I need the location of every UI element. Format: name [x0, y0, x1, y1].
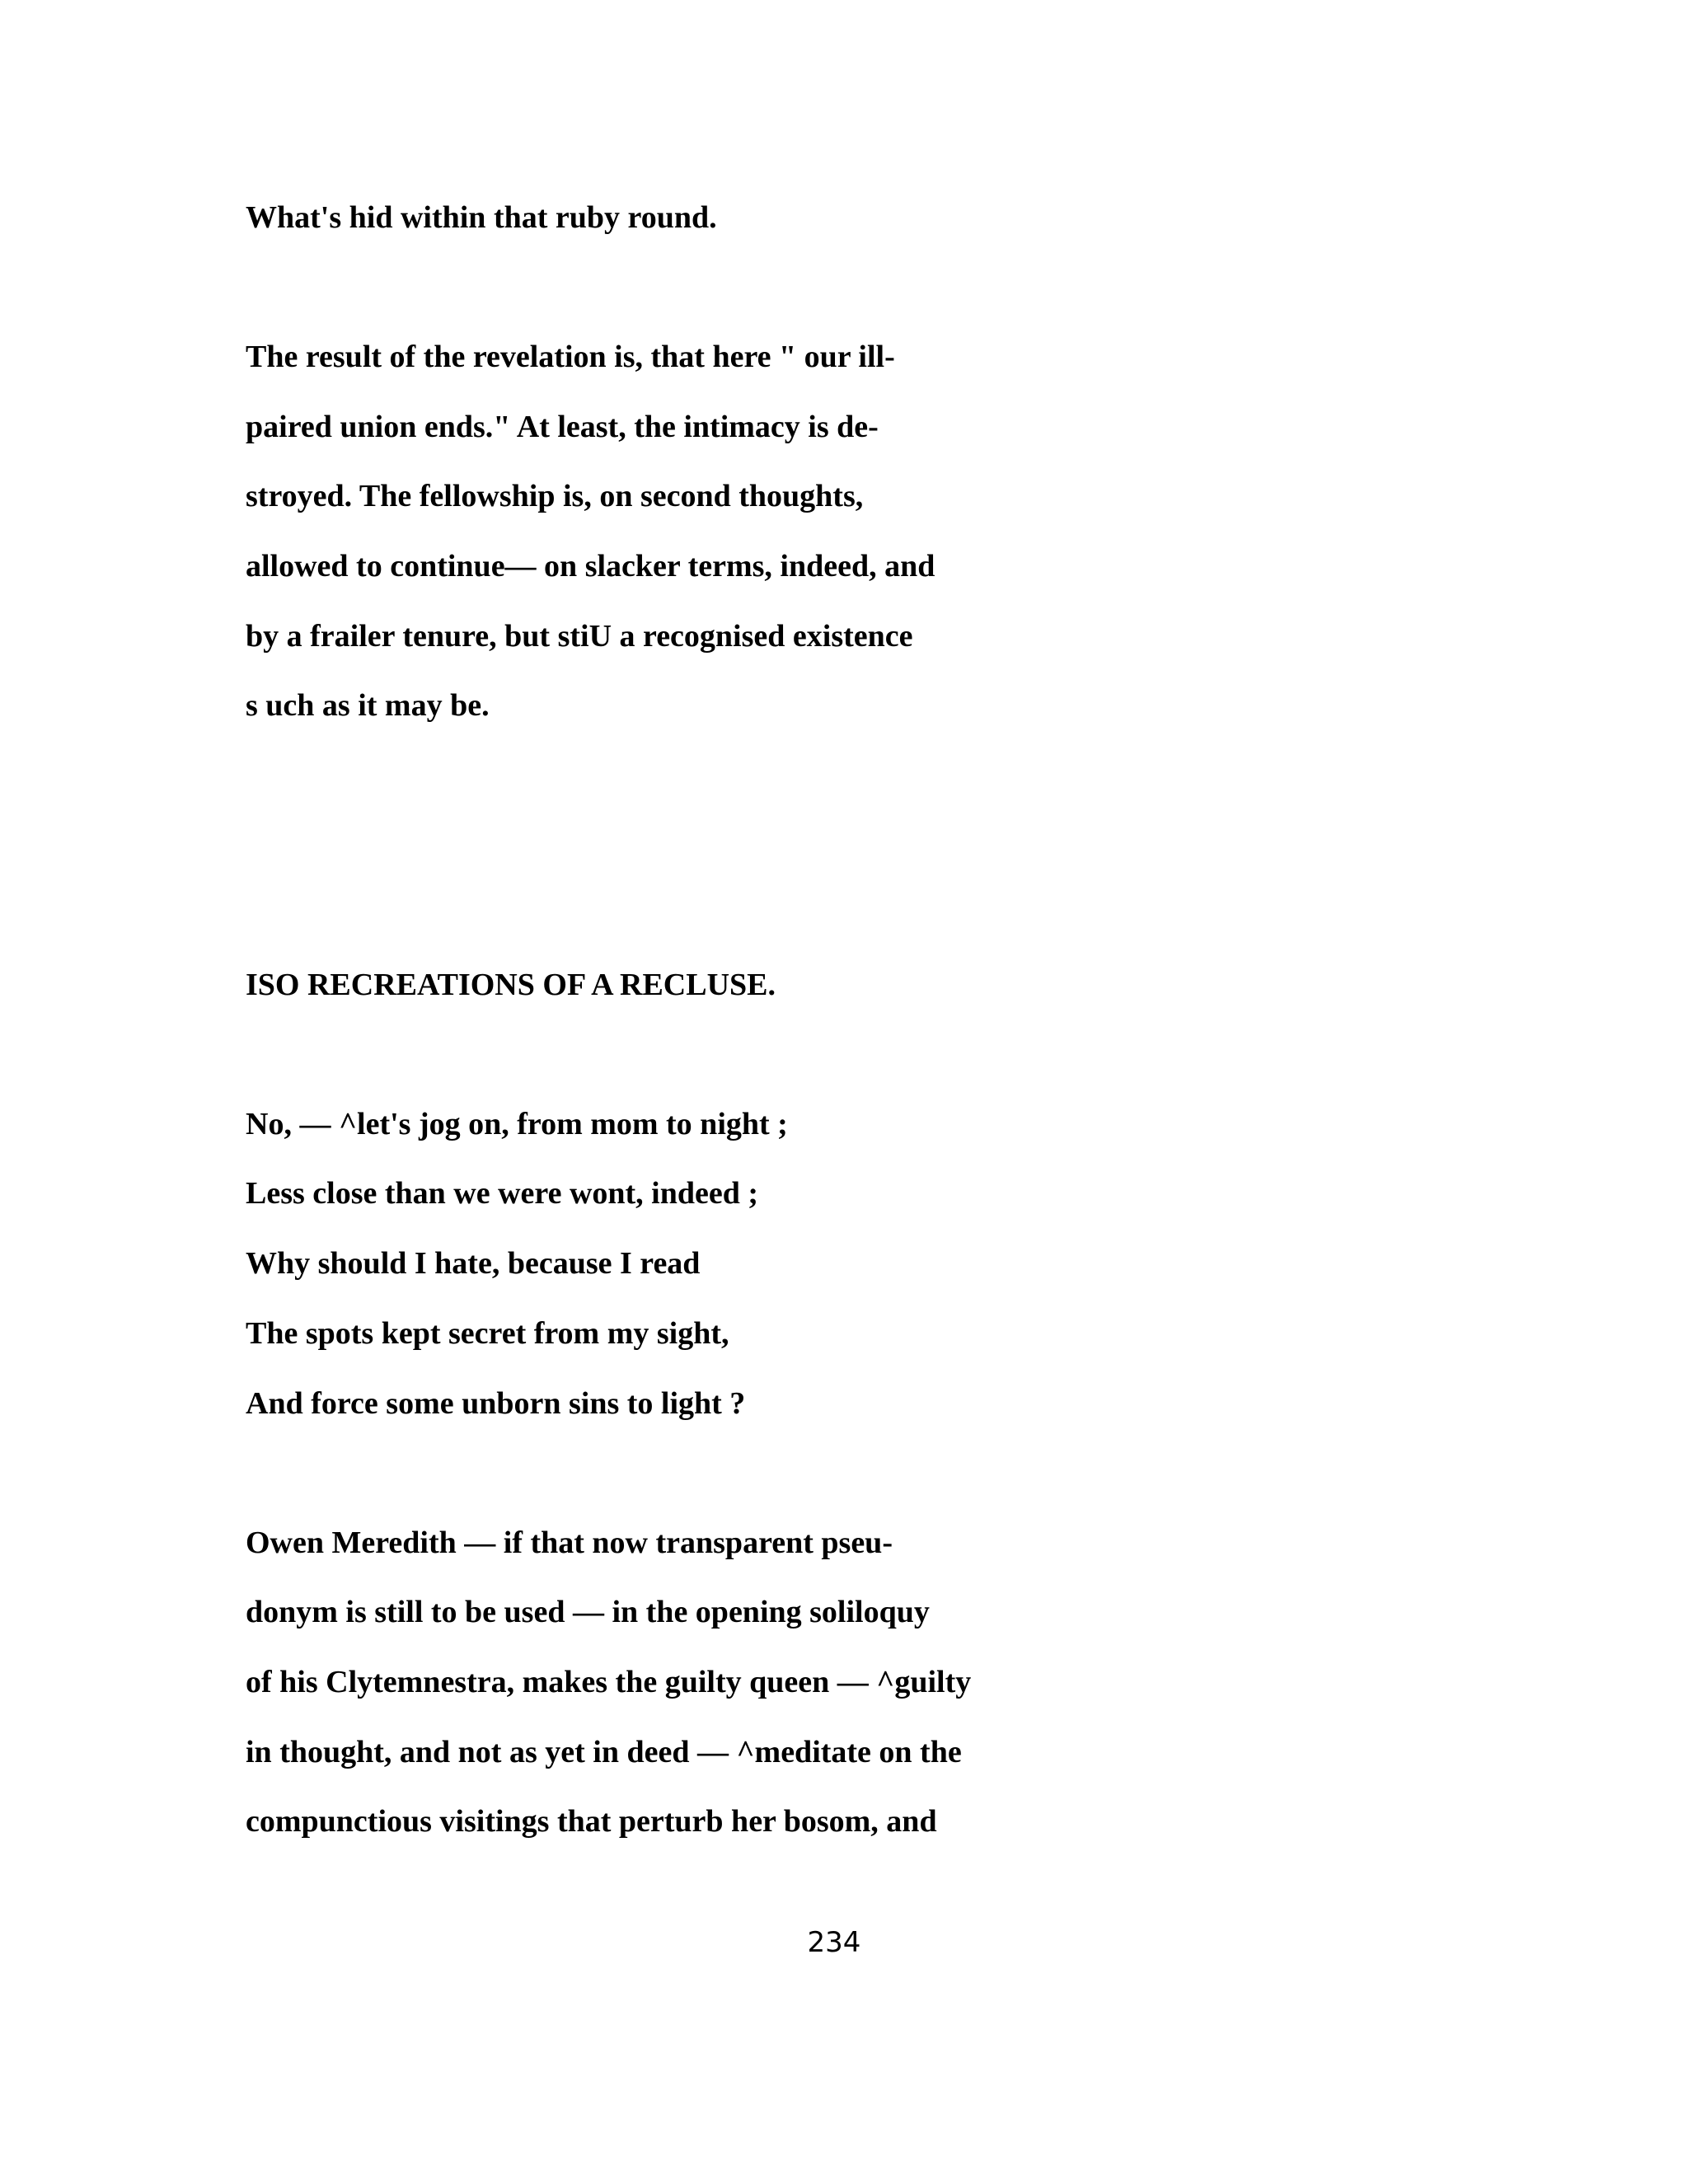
paragraph-line: by a frailer tenure, but stiU a recognised existence: [246, 619, 913, 654]
paragraph-line: compunctious visitings that perturb her bosom, and: [246, 1804, 937, 1839]
paragraph-line: of his Clytemnestra, makes the guilty queen — ^guilty: [246, 1665, 972, 1699]
verse-line: Less close than we were wont, indeed ;: [246, 1176, 759, 1211]
paragraph-line: Owen Meredith — if that now transparent pseu-: [246, 1526, 893, 1560]
paragraph-line: allowed to continue— on slacker terms, indeed, and: [246, 549, 935, 583]
verse-line: What's hid within that ruby round.: [246, 200, 717, 235]
paragraph-line: stroyed. The fellowship is, on second thoughts,: [246, 479, 864, 513]
verse-line: And force some unborn sins to light ?: [246, 1386, 746, 1421]
verse-line: Why should I hate, because I read: [246, 1246, 701, 1281]
running-head: ISO RECREATIONS OF A RECLUSE.: [246, 968, 776, 1002]
paragraph-line: The result of the revelation is, that here " our ill-: [246, 340, 895, 374]
paragraph-line: paired union ends." At least, the intimacy is de-: [246, 410, 879, 444]
verse-line: No, — ^let's jog on, from mom to night ;: [246, 1107, 788, 1141]
paragraph-line: s uch as it may be.: [246, 688, 490, 723]
paragraph-line: donym is still to be used — in the opening soliloquy: [246, 1595, 930, 1629]
page-number: 234: [807, 1926, 861, 1959]
paragraph-line: in thought, and not as yet in deed — ^meditate on the: [246, 1735, 962, 1769]
verse-line: The spots kept secret from my sight,: [246, 1316, 729, 1351]
